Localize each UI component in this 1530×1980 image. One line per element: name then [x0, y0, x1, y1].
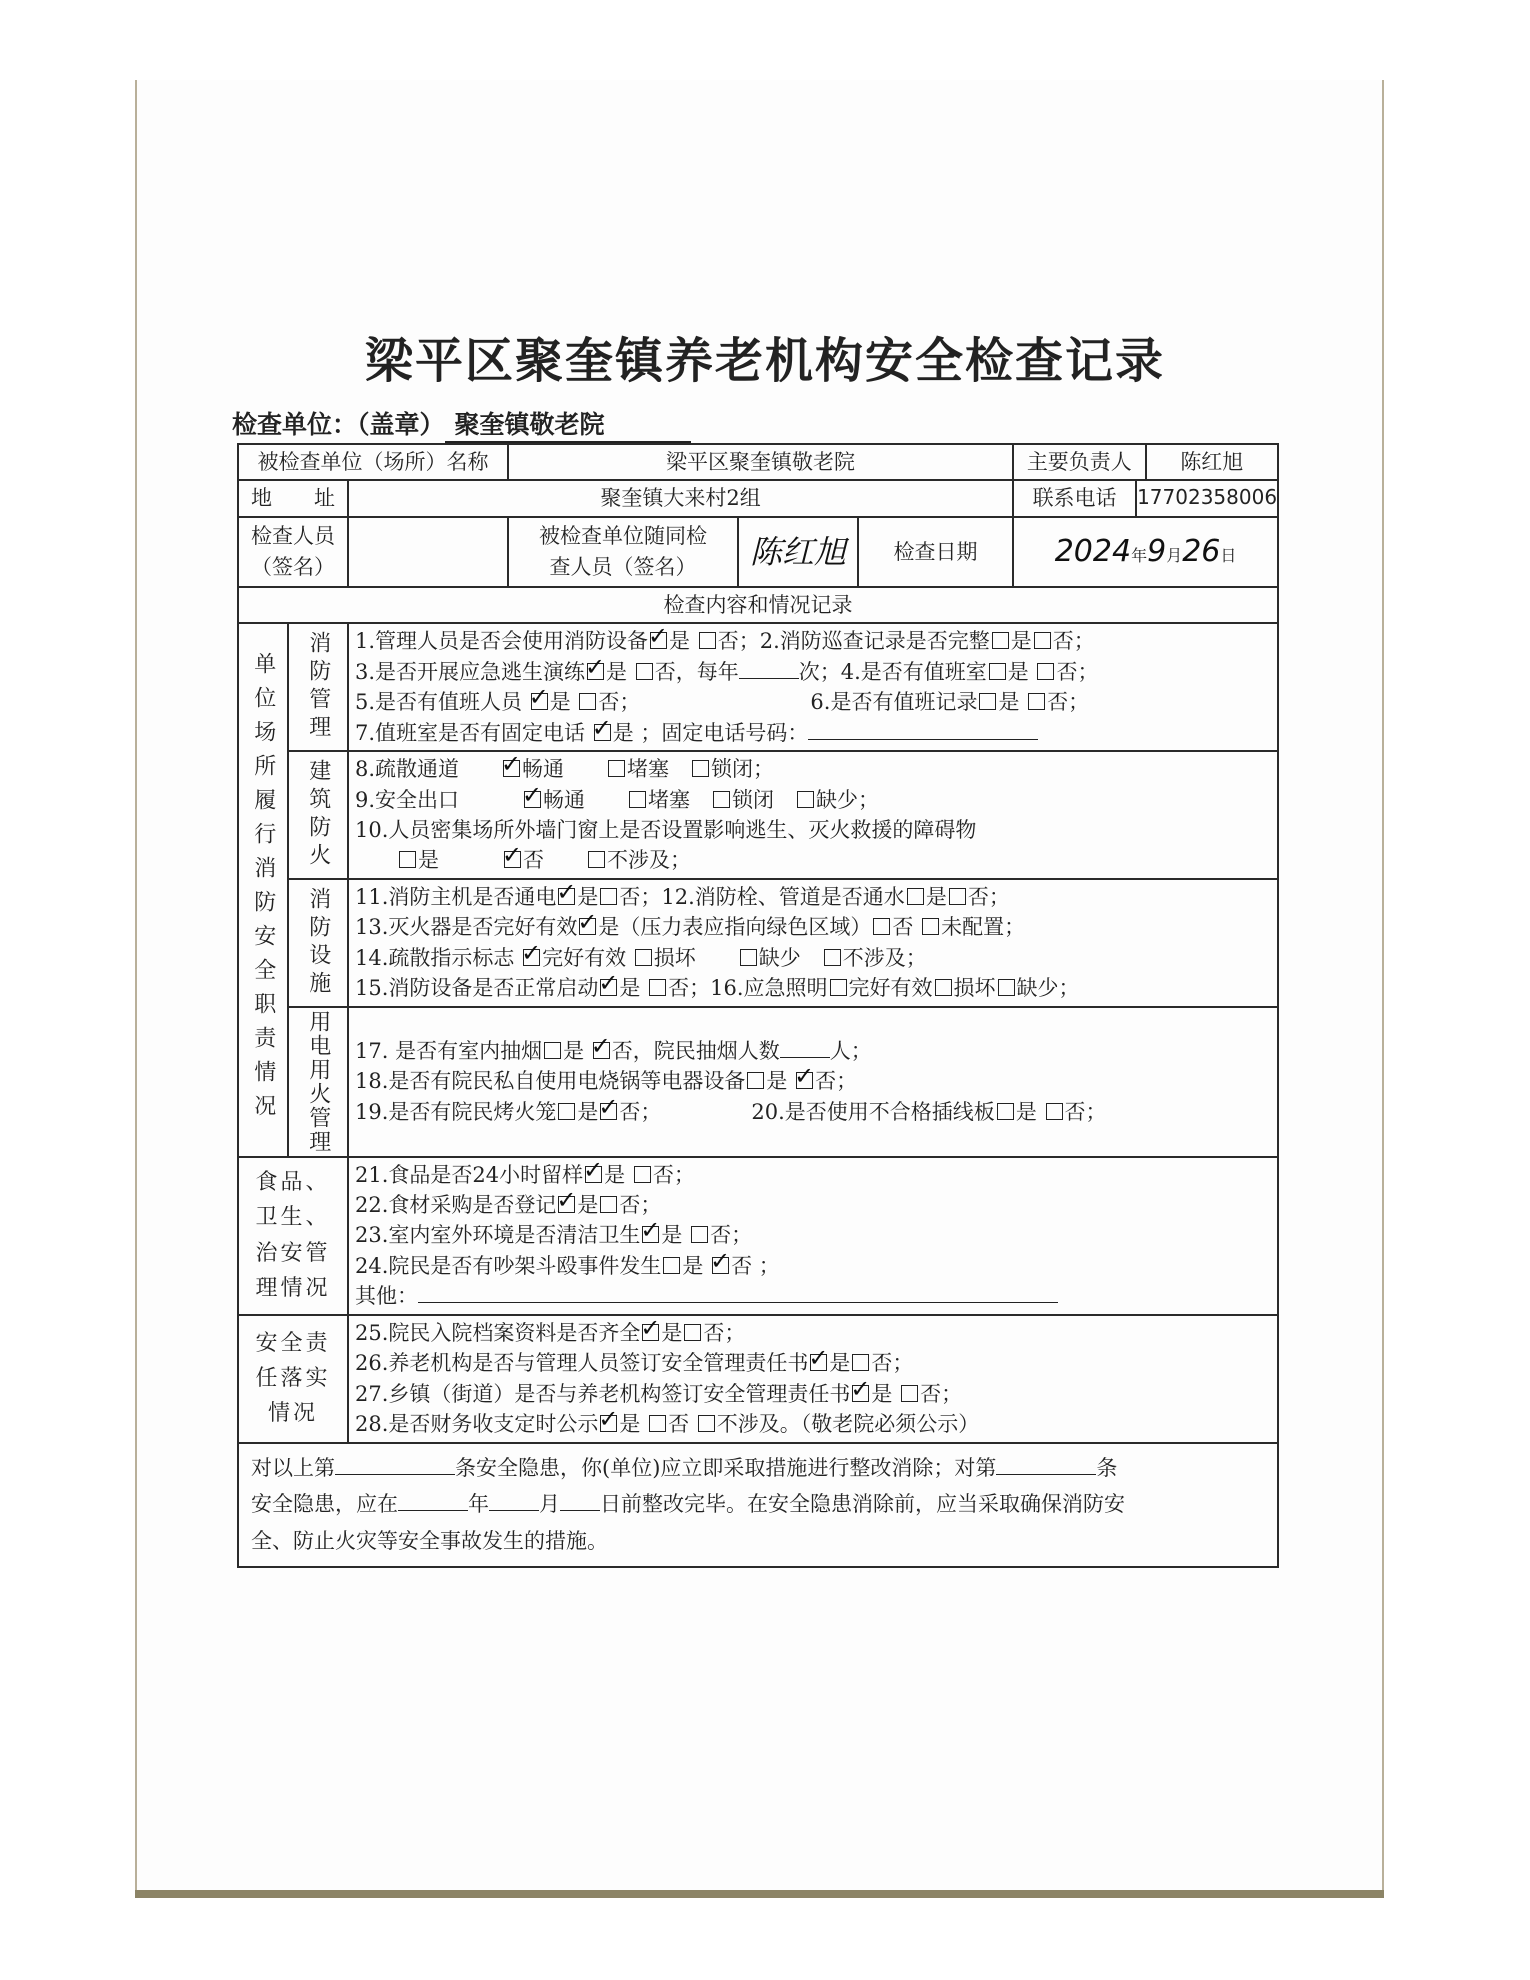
inspector-label-line1: 检查人员 — [251, 524, 335, 549]
other-blank[interactable] — [418, 1281, 1058, 1303]
item-15-yes-checkbox[interactable] — [600, 979, 617, 996]
item-8-clear-checkbox[interactable] — [503, 760, 520, 777]
item-18: 18.是否有院民私自使用电烧锅等电器设备 是 ✓ 否； — [355, 1066, 1271, 1096]
item-28-yes-checkbox[interactable] — [600, 1415, 617, 1432]
item-11-yes-checkbox[interactable] — [558, 888, 575, 905]
item-14: 14.疏散指示标志 ✓ 完好有效 损坏 缺少 不涉及； — [355, 943, 1271, 973]
date-value — [1013, 517, 1278, 587]
paper-bottom-edge — [135, 1890, 1384, 1898]
safety-responsibility-label: 安全责任落实情况 — [238, 1315, 348, 1443]
date-month: 9 — [1147, 534, 1167, 570]
item-24-yes-checkbox[interactable] — [663, 1257, 680, 1274]
item-14-na-checkbox[interactable] — [824, 949, 841, 966]
item-25-no-checkbox[interactable] — [684, 1324, 701, 1341]
electric-fire-row — [238, 1007, 1278, 1157]
item-18-yes-checkbox[interactable] — [747, 1072, 764, 1089]
item-3-yes-checkbox[interactable] — [587, 663, 604, 680]
electric-fire-items — [348, 1007, 1278, 1157]
item-14-valid-checkbox[interactable] — [523, 949, 540, 966]
item-28: 28.是否财务收支定时公示✓ 是 否 不涉及。（敬老院必须公示） — [355, 1409, 1271, 1439]
drill-count-blank[interactable] — [739, 657, 799, 679]
fire-facilities-items — [348, 879, 1278, 1007]
item-6-yes-checkbox[interactable] — [979, 693, 996, 710]
date-month-char: 月 — [1166, 546, 1183, 566]
safety-responsibility-items — [348, 1315, 1278, 1443]
inspection-unit-label: 检查单位：（盖章） — [232, 410, 445, 439]
building-fire-items — [348, 751, 1278, 879]
unit-name-value: 梁平区聚奎镇敬老院 — [508, 444, 1013, 480]
item-13-yes-checkbox[interactable] — [579, 918, 596, 935]
item-24-no-checkbox[interactable] — [712, 1257, 729, 1274]
address-label: 地 址 — [238, 480, 348, 516]
item-5-6: 5.是否有值班人员 ✓ 是 否； 6.是否有值班记录 是 否； — [355, 687, 1271, 717]
item-6-no-checkbox[interactable] — [1028, 693, 1045, 710]
item-18-no-checkbox[interactable] — [796, 1072, 813, 1089]
header-row-address — [238, 480, 1278, 516]
item-27-no-checkbox[interactable] — [901, 1385, 918, 1402]
item-7-yes-checkbox[interactable] — [594, 724, 611, 741]
food-hygiene-label: 食品、卫生、治安管理情况 — [238, 1157, 348, 1315]
item-12-no-checkbox[interactable] — [949, 888, 966, 905]
deadline-day-blank[interactable] — [560, 1489, 600, 1511]
hazard-item-blank-1[interactable] — [335, 1453, 455, 1475]
header-row-name — [238, 444, 1278, 480]
item-3-no-checkbox[interactable] — [636, 663, 653, 680]
document-title: 梁平区聚奎镇养老机构安全检查记录 — [364, 333, 1165, 389]
item-9-clear-checkbox[interactable] — [524, 791, 541, 808]
item-22: 22.食材采购是否登记✓ 是 否； — [355, 1190, 1271, 1220]
item-10-options: 是 ✓ 否 不涉及； — [355, 845, 1271, 875]
item-16-missing-checkbox[interactable] — [998, 979, 1015, 996]
electric-fire-label: 用电用火管理 — [288, 1007, 348, 1157]
accompany-signature: 陈红旭 — [750, 532, 847, 571]
item-15-no-checkbox[interactable] — [649, 979, 666, 996]
item-21-yes-checkbox[interactable] — [585, 1166, 602, 1183]
item-14-missing-checkbox[interactable] — [740, 949, 757, 966]
item-19-yes-checkbox[interactable] — [558, 1103, 575, 1120]
item-10-yes-checkbox[interactable] — [399, 851, 416, 868]
item-26-no-checkbox[interactable] — [852, 1354, 869, 1371]
phone-label: 联系电话 — [1014, 481, 1137, 515]
item-5-yes-checkbox[interactable] — [531, 693, 548, 710]
item-8-locked-checkbox[interactable] — [692, 760, 709, 777]
item-19-20: 19.是否有院民烤火笼 是✓ 否； 20.是否使用不合格插线板 是 否； — [355, 1097, 1271, 1127]
fire-facilities-row — [238, 879, 1278, 1007]
item-23-no-checkbox[interactable] — [691, 1226, 708, 1243]
item-26-yes-checkbox[interactable] — [810, 1354, 827, 1371]
item-21: 21.食品是否24小时留样✓ 是 否； — [355, 1160, 1271, 1190]
item-4-no-checkbox[interactable] — [1037, 663, 1054, 680]
item-25-yes-checkbox[interactable] — [642, 1324, 659, 1341]
item-13-no-checkbox[interactable] — [873, 918, 890, 935]
leader-label: 主要负责人 — [1014, 445, 1147, 479]
unit-name-label: 被检查单位（场所）名称 — [238, 444, 508, 480]
item-14-damaged-checkbox[interactable] — [635, 949, 652, 966]
item-28-na-checkbox[interactable] — [698, 1415, 715, 1432]
item-7: 7.值班室是否有固定电话 ✓ 是 ；固定电话号码： — [355, 718, 1271, 748]
inspector-label-line2: （签名） — [251, 554, 335, 579]
item-4-yes-checkbox[interactable] — [989, 663, 1006, 680]
hazard-item-blank-2[interactable] — [996, 1453, 1096, 1475]
fixed-phone-blank[interactable] — [808, 718, 1038, 740]
rectification-text — [238, 1443, 1278, 1567]
item-17: 17. 是否有室内抽烟 是 ✓ 否，院民抽烟人数 人； — [355, 1036, 1271, 1066]
inspection-unit-line — [232, 405, 691, 443]
item-10-na-checkbox[interactable] — [588, 851, 605, 868]
item-27-yes-checkbox[interactable] — [852, 1385, 869, 1402]
item-12-yes-checkbox[interactable] — [907, 888, 924, 905]
item-20-yes-checkbox[interactable] — [997, 1103, 1014, 1120]
item-1-yes-checkbox[interactable] — [650, 632, 667, 649]
item-16-damaged-checkbox[interactable] — [935, 979, 952, 996]
item-16-valid-checkbox[interactable] — [830, 979, 847, 996]
item-28-no-checkbox[interactable] — [649, 1415, 666, 1432]
accompany-label — [508, 517, 738, 587]
item-27: 27.乡镇（街道）是否与养老机构签订安全管理责任书✓ 是 否； — [355, 1379, 1271, 1409]
phone-value: 17702358006 — [1137, 485, 1278, 510]
item-23: 23.室内室外环境是否清洁卫生✓ 是 否； — [355, 1220, 1271, 1250]
item-13: 13.灭火器是否完好有效✓ 是（压力表应指向绿色区域） 否 未配置； — [355, 912, 1271, 942]
fire-facilities-label: 消防设施 — [288, 879, 348, 1007]
item-1-no-checkbox[interactable] — [699, 632, 716, 649]
section-header-row — [238, 587, 1278, 623]
item-11-12: 11.消防主机是否通电✓ 是 否；12.消防栓、管道是否通水 是 否； — [355, 882, 1271, 912]
safety-responsibility-row — [238, 1315, 1278, 1443]
accompany-signature-cell — [738, 517, 858, 587]
fire-duty-vertical-label: 单位场所履行消防安全职责情况 — [238, 623, 288, 1156]
item-1-2: 1.管理人员是否会使用消防设备✓ 是 否；2.消防巡查记录是否完整 是 否； — [355, 626, 1271, 656]
date-day: 26 — [1182, 534, 1221, 570]
building-fire-label: 建筑防火 — [288, 751, 348, 879]
item-11-no-checkbox[interactable] — [600, 888, 617, 905]
header-row-signatures — [238, 517, 1278, 587]
rectification-row — [238, 1443, 1278, 1567]
food-hygiene-items — [348, 1157, 1278, 1315]
date-year-char: 年 — [1131, 546, 1148, 566]
item-8-blocked-checkbox[interactable] — [608, 760, 625, 777]
item-9-blocked-checkbox[interactable] — [629, 791, 646, 808]
item-10-no-checkbox[interactable] — [504, 851, 521, 868]
address-value: 聚奎镇大来村2组 — [348, 480, 1013, 516]
rectification-line-3: 全、防止火灾等安全事故发生的措施。 — [251, 1529, 608, 1553]
fire-management-items — [348, 623, 1278, 751]
item-24: 24.院民是否有吵架斗殴事件发生 是 ✓ 否 ； — [355, 1251, 1271, 1281]
inspection-record-table — [237, 443, 1279, 1568]
item-10: 10.人员密集场所外墙门窗上是否设置影响逃生、灭火救援的障碍物 — [355, 817, 977, 842]
item-20-no-checkbox[interactable] — [1046, 1103, 1063, 1120]
food-hygiene-row — [238, 1157, 1278, 1315]
item-26: 26.养老机构是否与管理人员签订安全管理责任书✓ 是 否； — [355, 1348, 1271, 1378]
section-header: 检查内容和情况记录 — [238, 587, 1278, 623]
item-19-no-checkbox[interactable] — [600, 1103, 617, 1120]
item-13-none-checkbox[interactable] — [922, 918, 939, 935]
item-17-yes-checkbox[interactable] — [544, 1042, 561, 1059]
item-15-16: 15.消防设备是否正常启动✓ 是 否；16.应急照明 完好有效 损坏 缺少； — [355, 973, 1271, 1003]
leader-cell — [1013, 444, 1278, 480]
rectification-line-2: 安全隐患，应在 年 月 日前整改完毕。在安全隐患消除前，应当采取确保消防安 — [251, 1486, 1265, 1523]
item-23-yes-checkbox[interactable] — [642, 1226, 659, 1243]
rectification-line-1: 对以上第 条安全隐患，你(单位)应立即采取措施进行整改消除；对第 条 — [251, 1450, 1265, 1487]
item-9: 9.安全出口 ✓ 畅通 堵塞 锁闭 缺少； — [355, 785, 1271, 815]
date-year: 2024 — [1054, 534, 1132, 570]
building-fire-row — [238, 751, 1278, 879]
phone-cell — [1013, 480, 1278, 516]
item-17-no-checkbox[interactable] — [593, 1042, 610, 1059]
inspector-label — [238, 517, 348, 587]
item-9-locked-checkbox[interactable] — [713, 791, 730, 808]
smokers-count-blank[interactable] — [780, 1036, 830, 1058]
item-9-missing-checkbox[interactable] — [797, 791, 814, 808]
deadline-month-blank[interactable] — [489, 1489, 539, 1511]
leader-value: 陈红旭 — [1180, 450, 1244, 474]
other-line: 其他： — [355, 1281, 1271, 1311]
item-2-yes-checkbox[interactable] — [992, 632, 1009, 649]
fire-management-row — [238, 623, 1278, 751]
deadline-year-blank[interactable] — [398, 1489, 468, 1511]
item-8: 8.疏散通道 ✓ 畅通 堵塞 锁闭； — [355, 754, 1271, 784]
item-21-no-checkbox[interactable] — [634, 1166, 651, 1183]
accompany-label-line1: 被检查单位随同检 — [539, 524, 708, 549]
item-2-no-checkbox[interactable] — [1034, 632, 1051, 649]
inspection-unit-value: 聚奎镇敬老院 — [445, 405, 691, 443]
item-22-no-checkbox[interactable] — [600, 1196, 617, 1213]
item-5-no-checkbox[interactable] — [579, 693, 596, 710]
fire-management-label: 消防管理 — [288, 623, 348, 751]
date-label: 检查日期 — [858, 517, 1013, 587]
item-25: 25.院民入院档案资料是否齐全✓ 是 否； — [355, 1318, 1271, 1348]
accompany-label-line2: 查人员（签名） — [549, 554, 697, 579]
inspector-signature — [348, 517, 508, 587]
item-22-yes-checkbox[interactable] — [558, 1196, 575, 1213]
item-3-4: 3.是否开展应急逃生演练✓ 是 否，每年 次；4.是否有值班室 是 否； — [355, 657, 1271, 687]
date-day-char: 日 — [1220, 546, 1237, 566]
